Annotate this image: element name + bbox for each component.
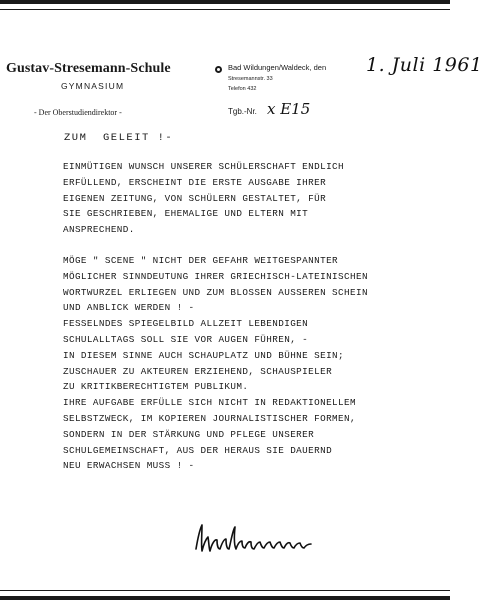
school-type: GYMNASIUM: [61, 81, 125, 91]
text-line: FESSELNDES SPIEGELBILD ALLZEIT LEBENDIGEN: [63, 318, 309, 330]
place-date-label: Bad Wildungen/Waldeck, den: [228, 63, 327, 72]
text-line: ZUSCHAUER ZU AKTEUREN ERZIEHEND, SCHAUSPIELER: [63, 365, 333, 377]
top-rule: [0, 9, 450, 10]
text-line: SONDERN IN DER STÄRKUNG UND PFLEGE UNSERER: [63, 428, 315, 440]
text-line: EINMÜTIGEN WUNSCH UNSERER SCHÜLERSCHAFT ENDLICH: [63, 161, 345, 172]
text-line: MÖGE " SCENE " NICHT DER GEFAHR WEITGESPANNTER: [63, 254, 339, 266]
signature: [192, 519, 322, 559]
text-line: MÖGLICHER SINNDEUTUNG IHRER GRIECHISCH-LATEINISCHEN: [63, 270, 368, 282]
text-line: SIE GESCHRIEBEN, EHEMALIGE UND ELTERN MIT: [63, 208, 309, 220]
text-line: EIGENEN ZEITUNG, VON SCHÜLERN GESTALTET, FÜR: [63, 192, 327, 204]
reference-number: x E15: [267, 100, 311, 118]
text-line: SCHULGEMEINSCHAFT, AUS DER HERAUS SIE DAUERND: [63, 444, 333, 456]
letter-body: [63, 159, 368, 474]
text-line: ZU KRITIKBERECHTIGTEM PUBLIKUM.: [63, 381, 249, 393]
street-address: Stresemannstr. 33: [228, 76, 273, 82]
text-line: UND ANBLICK WERDEN ! -: [63, 302, 195, 314]
paragraph-1: [63, 159, 368, 238]
text-line: ERFÜLLEND, ERSCHEINT DIE ERSTE AUSGABE IHRER: [63, 176, 327, 188]
text-line: WORTWURZEL ERLIEGEN UND ZUM BLOSSEN AUSSEREN SCHEIN: [63, 286, 368, 298]
telephone-icon: [215, 66, 222, 73]
school-name: Gustav-Stresemann-Schule: [6, 61, 171, 76]
text-line: IN DIESEM SINNE AUCH SCHAUPLATZ UND BÜHNE SEIN;: [63, 349, 345, 361]
text-line: SELBSTZWECK, IM KOPIEREN JOURNALISTISCHER FORMEN,: [63, 412, 356, 424]
handwritten-date: 1. Juli 1961: [366, 54, 483, 76]
director-title: - Der Oberstudiendirektor -: [34, 108, 122, 117]
paragraph-2: [63, 253, 368, 474]
text-line: ANSPRECHEND.: [63, 224, 135, 236]
text-line: IHRE AUFGABE ERFÜLLE SICH NICHT IN REDAKTIONELLEM: [63, 397, 356, 409]
bottom-rule: [0, 590, 450, 591]
text-line: NEU ERWACHSEN MUSS ! -: [63, 460, 195, 472]
text-line: SCHULALLTAGS SOLL SIE VOR AUGEN FÜHREN, -: [63, 333, 309, 345]
phone-number: Telefon 432: [228, 86, 257, 92]
reference-label: Tgb.-Nr.: [228, 107, 257, 116]
letter-heading: ZUM GELEIT !-: [64, 132, 174, 144]
